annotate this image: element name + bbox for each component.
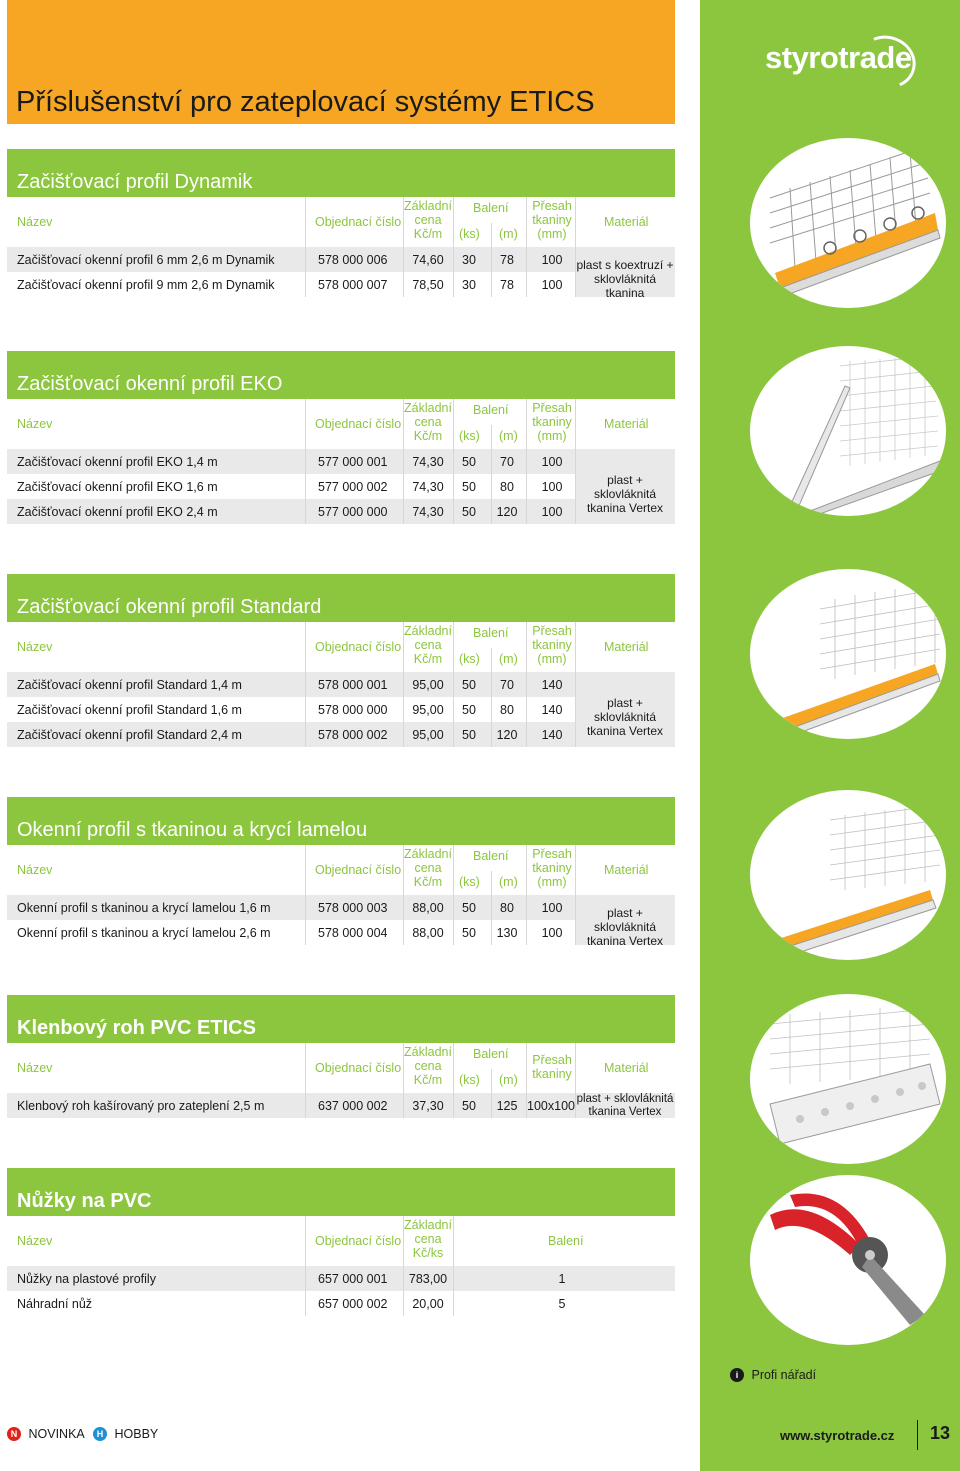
product-image-standard [750, 569, 946, 739]
col-price-l1: Základní [404, 1045, 452, 1059]
brand-logo: styrotrade [765, 40, 912, 75]
cell-overlap: 100 [541, 480, 563, 494]
cell-name: Začišťovací okenní profil 6 mm 2,6 m Dynamik [17, 253, 275, 267]
col-overlap-l3: (mm) [537, 227, 567, 241]
cell-price: 37,30 [412, 1099, 444, 1113]
col-price-l1: Základní [404, 199, 452, 213]
col-name: Název [17, 1061, 53, 1075]
cell-ks: 50 [462, 926, 476, 940]
col-ks: (ks) [459, 429, 480, 443]
cell-name: Začišťovací okenní profil EKO 1,6 m [17, 480, 218, 494]
col-overlap-l2: tkaniny [532, 213, 572, 227]
table-row [7, 1266, 675, 1291]
cell-m: 120 [496, 728, 518, 742]
col-ks: (ks) [459, 652, 480, 666]
cell-m: 78 [500, 278, 514, 292]
material-line: tkanina Vertex [586, 934, 664, 948]
col-overlap-l1: Přesah [532, 401, 572, 415]
cell-m: 130 [496, 926, 518, 940]
cell-price: 78,50 [412, 278, 444, 292]
cell-price: 95,00 [412, 678, 444, 692]
col-overlap-l1: Přesah [532, 624, 572, 638]
col-price-l1: Základní [404, 847, 452, 861]
cell-price: 95,00 [412, 728, 444, 742]
col-overlap [527, 624, 577, 666]
col-ks: (ks) [459, 1073, 480, 1087]
material-line: plast + sklovláknitá [593, 473, 657, 501]
cell-ks: 50 [462, 728, 476, 742]
col-overlap-l1: Přesah [532, 199, 572, 213]
section-eko [7, 351, 675, 524]
cell-ks: 50 [462, 901, 476, 915]
cell-ks: 50 [462, 480, 476, 494]
material-line: tkanina Vertex [586, 724, 664, 738]
section-header [7, 995, 675, 1043]
col-overlap-l2: tkaniny [532, 415, 572, 429]
legend-hobby [93, 1426, 158, 1441]
col-order: Objednací číslo [315, 417, 402, 431]
col-name: Název [17, 1234, 53, 1248]
product-image-eko [750, 346, 946, 516]
col-overlap [527, 199, 577, 241]
cell-price: 95,00 [412, 703, 444, 717]
cell-overlap: 140 [541, 678, 563, 692]
page-title: Příslušenství pro zateplovací systémy ETICS [16, 86, 595, 118]
cell-order: 578 000 001 [318, 678, 388, 692]
legend-novinka [7, 1426, 85, 1441]
cell-overlap: 100 [541, 926, 563, 940]
cell-overlap: 100 [541, 455, 563, 469]
col-m: (m) [499, 652, 518, 666]
col-price-l2: cena [414, 1232, 442, 1246]
cell-m: 70 [500, 678, 514, 692]
section-header [7, 1168, 675, 1216]
section-lamela [7, 797, 675, 948]
material-line: sklovláknitá tkanina [593, 272, 657, 300]
col-overlap-l1: Přesah [532, 1053, 572, 1067]
material-cell [575, 672, 675, 747]
col-name: Název [17, 417, 53, 431]
col-material: Materiál [604, 215, 649, 229]
col-price-l2: cena [414, 638, 442, 652]
section-header [7, 351, 675, 399]
col-price [403, 1218, 453, 1260]
cell-price: 74,30 [412, 505, 444, 519]
cell-price: 74,30 [412, 455, 444, 469]
col-price-l1: Základní [404, 401, 452, 415]
cell-price: 88,00 [412, 926, 444, 940]
cell-m: 70 [500, 455, 514, 469]
cell-price: 20,00 [412, 1297, 444, 1311]
col-material: Materiál [604, 1061, 649, 1075]
material-line: plast + sklovláknitá [593, 696, 657, 724]
cell-m: 125 [496, 1099, 518, 1113]
legend-novinka-label: NOVINKA [28, 1426, 85, 1441]
col-m: (m) [499, 1073, 518, 1087]
cell-ks: 50 [462, 505, 476, 519]
col-material: Materiál [604, 417, 649, 431]
col-overlap-l2: tkaniny [532, 1067, 572, 1081]
cell-ks: 50 [462, 1099, 476, 1113]
col-overlap-l2: tkaniny [532, 638, 572, 652]
section-header [7, 149, 675, 197]
cell-order: 578 000 007 [318, 278, 388, 292]
col-overlap-l1: Přesah [532, 847, 572, 861]
cell-pack: 5 [558, 1297, 566, 1311]
column-headers [7, 1216, 675, 1266]
col-price-l3: Kč/m [413, 429, 443, 443]
cell-order: 578 000 004 [318, 926, 388, 940]
cell-order: 578 000 003 [318, 901, 388, 915]
material-line: plast + sklovláknitá [576, 1093, 674, 1105]
col-price [403, 1045, 453, 1087]
cell-overlap: 140 [541, 703, 563, 717]
cell-name: Klenbový roh kašírovaný pro zateplení 2,5 m [17, 1099, 265, 1113]
material-cell [575, 895, 675, 948]
cell-m: 80 [500, 480, 514, 494]
col-pack: Balení [473, 849, 509, 863]
col-pack: Balení [473, 403, 509, 417]
product-image-klenbovy-roh [750, 994, 946, 1164]
cell-name: Začišťovací okenní profil Standard 1,6 m [17, 703, 242, 717]
cell-name: Okenní profil s tkaninou a krycí lamelou 1,6 m [17, 901, 271, 915]
section-title: Začišťovací okenní profil Standard [17, 596, 322, 618]
cell-price: 88,00 [412, 901, 444, 915]
col-overlap [527, 401, 577, 443]
cell-price: 74,60 [412, 253, 444, 267]
col-pack: Balení [473, 1047, 509, 1061]
page-number: 13 [930, 1423, 951, 1443]
cell-overlap: 100 [541, 901, 563, 915]
col-overlap [527, 1053, 577, 1081]
section-dynamik [7, 149, 675, 300]
col-order: Objednací číslo [315, 1234, 402, 1248]
material-cell [575, 247, 675, 300]
col-price-l2: cena [414, 861, 442, 875]
col-m: (m) [499, 429, 518, 443]
cell-order: 657 000 001 [318, 1272, 388, 1286]
col-overlap-l3: (mm) [537, 875, 567, 889]
section-title: Okenní profil s tkaninou a krycí lamelou [17, 819, 368, 841]
cell-name: Nůžky na plastové profily [17, 1272, 156, 1286]
cell-name: Začišťovací okenní profil EKO 1,4 m [17, 455, 218, 469]
cell-name: Začišťovací okenní profil Standard 2,4 m [17, 728, 242, 742]
col-overlap-l3: (mm) [537, 652, 567, 666]
col-price [403, 624, 453, 666]
cell-name: Začišťovací okenní profil Standard 1,4 m [17, 678, 242, 692]
cell-order: 578 000 002 [318, 728, 388, 742]
col-price [403, 199, 453, 241]
col-order: Objednací číslo [315, 215, 402, 229]
info-icon: i [730, 1368, 744, 1382]
col-pack: Balení [473, 201, 509, 215]
cell-m: 120 [496, 505, 518, 519]
col-overlap-l2: tkaniny [532, 861, 572, 875]
cell-overlap: 100x100 [527, 1099, 575, 1113]
material-line: plast + sklovláknitá [593, 906, 657, 934]
cell-name: Okenní profil s tkaninou a krycí lamelou 2,6 m [17, 926, 271, 940]
col-price-l3: Kč/ks [412, 1246, 444, 1260]
col-price [403, 401, 453, 443]
section-title: Začišťovací profil Dynamik [17, 171, 253, 193]
product-image-nuzky [750, 1175, 946, 1345]
col-name: Název [17, 863, 53, 877]
cell-order: 577 000 002 [318, 480, 388, 494]
material-line: tkanina Vertex [588, 1106, 662, 1118]
cell-price: 783,00 [408, 1272, 448, 1286]
col-ks: (ks) [459, 875, 480, 889]
col-ks: (ks) [459, 227, 480, 241]
table-row [7, 1291, 675, 1316]
col-price-l3: Kč/m [413, 1073, 443, 1087]
legend-hobby-label: HOBBY [114, 1426, 159, 1441]
cell-order: 578 000 000 [318, 703, 388, 717]
material-cell [575, 1093, 675, 1118]
cell-name: Začišťovací okenní profil EKO 2,4 m [17, 505, 218, 519]
page-number-divider [917, 1420, 918, 1450]
product-image-dynamik [750, 138, 946, 308]
product-image-lamela [750, 790, 946, 960]
cell-order: 578 000 006 [318, 253, 388, 267]
cell-pack: 1 [558, 1272, 566, 1286]
cell-overlap: 100 [541, 505, 563, 519]
cell-overlap: 140 [541, 728, 563, 742]
col-price-l2: cena [414, 1059, 442, 1073]
cell-m: 80 [500, 901, 514, 915]
novinka-icon: N [7, 1427, 21, 1441]
profi-note-label: Profi nářadí [751, 1367, 817, 1382]
col-order: Objednací číslo [315, 863, 402, 877]
col-pack: Balení [473, 626, 509, 640]
section-title: Klenbový roh PVC ETICS [17, 1017, 256, 1039]
col-overlap [527, 847, 577, 889]
cell-ks: 50 [462, 455, 476, 469]
cell-order: 577 000 000 [318, 505, 388, 519]
hobby-icon: H [93, 1427, 107, 1441]
material-line: tkanina Vertex [586, 501, 664, 515]
col-price-l1: Základní [404, 624, 452, 638]
material-cell [575, 449, 675, 524]
col-price-l3: Kč/m [413, 875, 443, 889]
cell-ks: 50 [462, 703, 476, 717]
col-price [403, 847, 453, 889]
col-overlap-l3: (mm) [537, 429, 567, 443]
section-standard [7, 574, 675, 747]
cell-ks: 30 [462, 278, 476, 292]
section-title: Začišťovací okenní profil EKO [17, 373, 283, 395]
col-m: (m) [499, 227, 518, 241]
cell-order: 637 000 002 [318, 1099, 388, 1113]
section-header [7, 574, 675, 622]
col-price-l3: Kč/m [413, 227, 443, 241]
col-material: Materiál [604, 640, 649, 654]
cell-overlap: 100 [541, 253, 563, 267]
col-pack: Balení [548, 1234, 584, 1248]
col-name: Název [17, 640, 53, 654]
cell-name: Začišťovací okenní profil 9 mm 2,6 m Dynamik [17, 278, 275, 292]
col-order: Objednací číslo [315, 1061, 402, 1075]
col-price-l2: cena [414, 415, 442, 429]
cell-name: Náhradní nůž [17, 1297, 93, 1311]
col-order: Objednací číslo [315, 640, 402, 654]
profi-note [730, 1367, 816, 1382]
section-klenbovy-roh [7, 995, 675, 1118]
col-price-l2: cena [414, 213, 442, 227]
cell-m: 78 [500, 253, 514, 267]
cell-ks: 50 [462, 678, 476, 692]
material-line: plast s koextruzí + [576, 258, 674, 272]
col-material: Materiál [604, 863, 649, 877]
section-header [7, 797, 675, 845]
section-title: Nůžky na PVC [17, 1190, 152, 1212]
col-price-l3: Kč/m [413, 652, 443, 666]
col-name: Název [17, 215, 53, 229]
section-nuzky [7, 1168, 675, 1316]
col-price-l1: Základní [404, 1218, 452, 1232]
cell-price: 74,30 [412, 480, 444, 494]
cell-m: 80 [500, 703, 514, 717]
col-m: (m) [499, 875, 518, 889]
cell-order: 657 000 002 [318, 1297, 388, 1311]
cell-ks: 30 [462, 253, 476, 267]
cell-overlap: 100 [541, 278, 563, 292]
cell-order: 577 000 001 [318, 455, 388, 469]
website-link[interactable]: www.styrotrade.cz [780, 1428, 895, 1443]
